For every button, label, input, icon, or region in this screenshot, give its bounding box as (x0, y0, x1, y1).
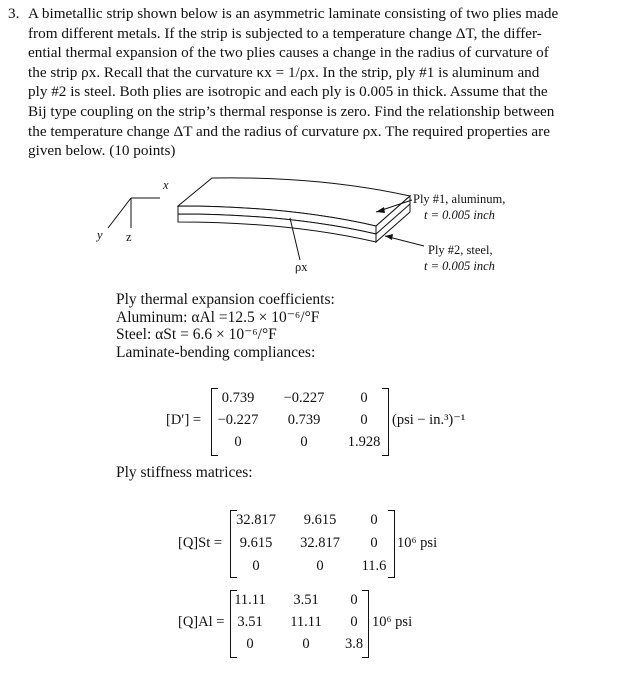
problem-statement (8, 4, 630, 161)
bimetallic-strip-figure (0, 170, 637, 290)
problem-line: given below. (10 points) (28, 142, 176, 160)
matrix-cell: −0.227 (283, 390, 325, 406)
thermal-heading: Ply thermal expansion coefficients: (116, 291, 335, 308)
matrix-cell: 3.51 (237, 614, 263, 630)
matrix-d-unit: (psi − in.³)⁻¹ (392, 412, 466, 428)
axis-z-label: z (126, 230, 132, 244)
properties-block (116, 291, 335, 361)
matrix-qal-label: [Q]Al = (178, 614, 225, 630)
problem-number: 3. (8, 5, 20, 22)
matrix-cell: −0.227 (217, 412, 259, 428)
problem-line: the temperature change ΔT and the radius of curvature ρx. The required properties are (28, 122, 550, 140)
rho-label: ρx (295, 260, 308, 274)
matrix-cell: 0.739 (287, 412, 321, 428)
matrix-cell: 11.6 (361, 558, 387, 574)
matrix-cell: 3.51 (293, 592, 319, 608)
matrix-cell: 0 (252, 558, 260, 574)
matrix-cell: 0 (360, 412, 368, 428)
problem-line: A bimetallic strip shown below is an asymmetric laminate consisting of two plies made (28, 5, 559, 22)
ply2-name: Ply #2, steel, (428, 243, 493, 257)
axis-y-label: y (97, 228, 103, 242)
matrix-cell: 9.615 (303, 512, 337, 528)
matrix-cell: 0 (370, 512, 378, 528)
matrix-qst-unit: 10⁶ psi (397, 535, 438, 551)
matrix-cell: 9.615 (239, 535, 273, 551)
matrix-cell: 0 (302, 636, 310, 652)
problem-line: from different metals. If the strip is subjected to a temperature change ΔT, the differ- (28, 24, 542, 42)
matrix-cell: 0 (350, 592, 358, 608)
aluminum-alpha: Aluminum: αAl =12.5 × 10⁻⁶/°F (116, 308, 320, 326)
problem-line: the strip ρx. Recall that the curvature κx = 1/ρx. In the strip, ply #1 is aluminum and (28, 63, 540, 81)
matrix-d-label: [D′] = (166, 412, 202, 428)
axis-x-label: x (163, 178, 169, 192)
matrix-cell: 0 (300, 434, 308, 450)
strip-drawing (0, 170, 637, 290)
matrix-qst-label: [Q]St = (178, 535, 223, 551)
problem-line: ply #2 is steel. Both plies are isotropic and each ply is 0.005 in thick. Assume that the (28, 83, 548, 101)
matrix-q-aluminum (0, 590, 637, 660)
problem-line: Bij type coupling on the strip’s thermal response is zero. Find the relationship between (28, 102, 555, 120)
steel-alpha: Steel: αSt = 6.6 × 10⁻⁶/°F (116, 326, 277, 343)
problem-line: ential thermal expansion of the two plies causes a change in the radius of curvature of (28, 44, 549, 62)
matrix-cell: 0.739 (221, 390, 255, 406)
compliance-heading: Laminate-bending compliances: (116, 343, 316, 361)
matrix-cell: 11.11 (234, 592, 266, 608)
matrix-cell: 3.8 (344, 636, 364, 652)
matrix-cell: 0 (316, 558, 324, 574)
matrix-qal-unit: 10⁶ psi (372, 614, 413, 630)
matrix-cell: 0 (234, 434, 242, 450)
matrix-cell: 32.817 (236, 512, 276, 528)
matrix-cell: 1.928 (347, 434, 381, 450)
stiffness-heading: Ply stiffness matrices: (116, 464, 253, 481)
ply1-thickness: t = 0.005 inch (424, 208, 495, 222)
ply2-thickness: t = 0.005 inch (424, 259, 495, 273)
ply1-name: Ply #1, aluminum, (413, 192, 506, 206)
matrix-cell: 11.11 (290, 614, 322, 630)
y-axis-line (108, 198, 131, 228)
matrix-cell: 0 (360, 390, 368, 406)
matrix-cell: 0 (246, 636, 254, 652)
matrix-d (0, 388, 637, 458)
matrix-cell: 0 (350, 614, 358, 630)
matrix-cell: 0 (370, 535, 378, 551)
matrix-q-steel (0, 510, 637, 580)
matrix-cell: 32.817 (300, 535, 340, 551)
